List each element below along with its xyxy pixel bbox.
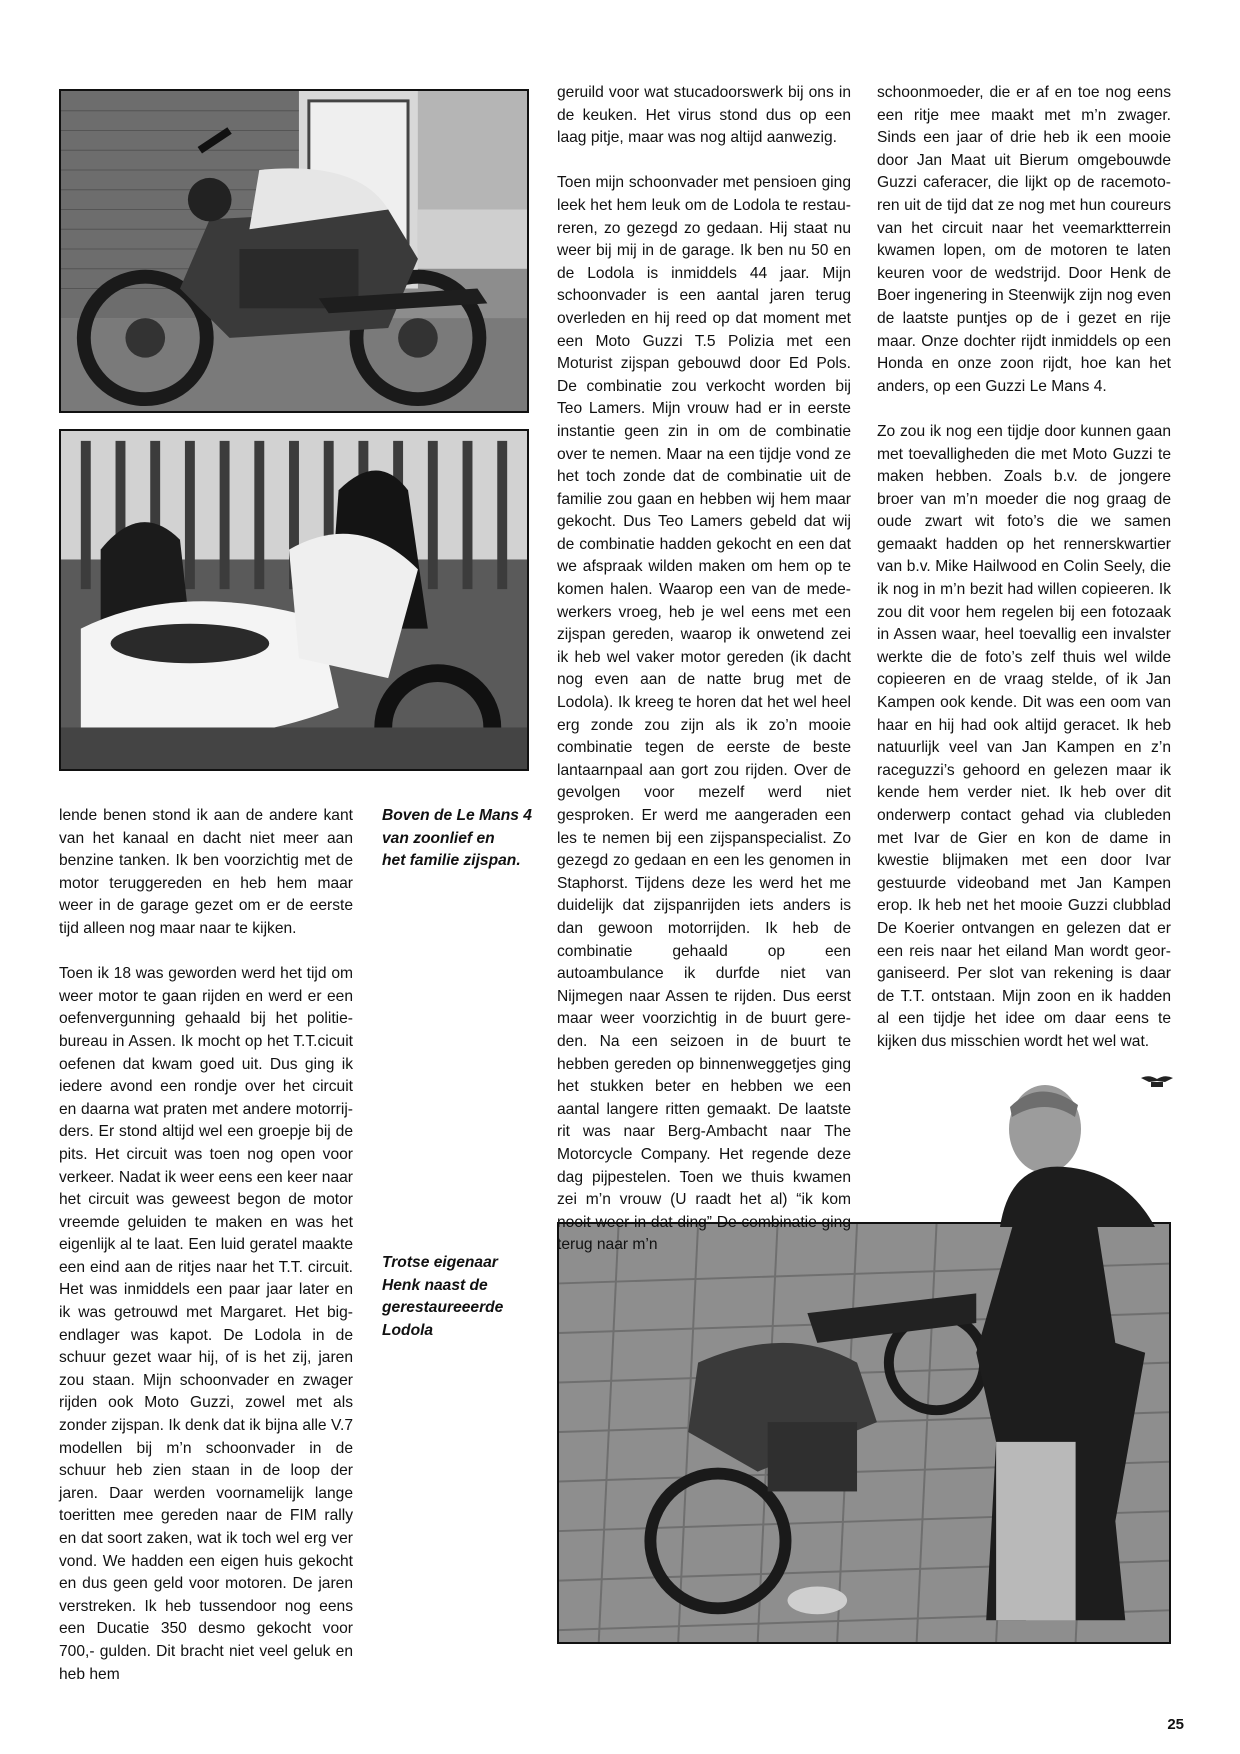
paragraph: Toen mijn schoonvader met pensioen ging leek het hem leuk om de Lodola te restaureren, zo gezegd zo gedaan. Hij staat nu weer bij mij in de garage. Ik ben nu 50 en de Lodola is inmiddels 44 jaar. Mijn schoonvader is een aantal jaren terug overleden en hij reed op dat moment met een Moto Guzzi T.5 Polizia met een Moturist zijspan gebouwd door Ed Pols. De combinatie zou verkocht worden bij Teo Lamers. Mijn vrouw had er in eerste instantie geen zin in om de combinatie over te nemen. Maar na een tijdje vond ze het toch zonde dat de combinatie uit de familie zou gaan en hebben wij hem maar gekocht. Dus Teo Lamers gebeld dat wij de combinatie hadden gekocht en een dat we afspraak wilden maken om hem op te komen halen. Waarop een van de medewerkers vroeg, heb je wel eens met een zijspan gereden, waarop ik onwetend zei ik heb wel vaker motor gereden (ik dacht nog even aan de natte brug met de Lodola). Ik kreeg te horen dat het wel heel erg zonde zou zijn als ik zo’n mooie combinatie tegen de eerste de beste lantaarnpaal aan gort zou rijden. Over de gevolgen voor mezelf werd niet gesproken. Er werd me aangeraden een les te nemen bij een zijspanspecialist. Zo gezegd zo gedaan en een les genomen in Staphorst. Tijdens deze les werd het me duidelijk dat zijspanrijden iets anders is dan gewoon motorrijden. Ik heb de combinatie gehaald op een autoambulance ik durfde niet van Nijmegen naar Assen te rijden. Dus eerst maar weer voorzichtig in de buurt gereden. Na een seizoen in de buurt te hebben gereden op binnenweggetjes ging het stukken beter en hebben we een aantal langere ritten gemaakt. De laatste rit was naar Berg-Ambacht naar The Motorcycle Company. Het regende deze dag pijpestelen. Toen we thuis kwamen zei m’n vrouw (U raadt het al) “ik kom nooit weer in dat ding” De combinatie ging terug naar m’n	[557, 174, 851, 1254]
paragraph: lende benen stond ik aan de andere kant van het kanaal en dacht niet meer aan benzine tanken. Ik ben voorzichtig met de motor teruggereden en heb hem maar weer in de garage gezet om er de eerste tijd alleen nog maar naar te kijken.	[59, 807, 353, 937]
photo-sidecar-combination	[59, 429, 529, 771]
caption-line: het familie zijspan.	[382, 852, 521, 870]
caption-top	[382, 805, 542, 873]
text-column-right	[877, 82, 1171, 1076]
caption-bottom	[382, 1252, 542, 1342]
paragraph: Toen ik 18 was geworden werd het tijd om weer motor te gaan rijden en werd er een oefenvergunning gehaald bij het politiebureau in Assen. Ik mocht op het T.T.cicuit oefenen dat kwam goed uit. Dus ging ik iedere avond een rondje over het circuit en daarna wat praten met andere motorrijders. Er stond altijd wel een groepje bij de pits. Het circuit was toen nog open voor verkeer. Nadat ik weer eens een keer naar het circuit was geweest begon de motor vreemde geluiden te maken en was het eigenlijk al te laat. Een luid geratel maakte een eind aan de ritjes naar het T.T. circuit. Het was inmiddels een paar jaar later en ik was getrouwd met Margaret. Het bigendlager was kapot. De Lodola in de schuur gezet waar hij, of is het zij, jaren zou staan. Mijn schoonvader en zwager rijden ook Moto Guzzi, zowel met als zonder zijspan. Ik denk dat ik bijna alle V.7 modellen bij m’n schoonvader in de schuur heb zien staan in de loop der jaren. Daar werden voornamelijk lange toeritten mee gereden naar de FIM rally en dat soort zaken, wat ik toch wel erg ver vond. We hadden een eigen huis gekocht en dus geen geld voor motoren. De jaren verstreken. Ik heb tussendoor nog eens een Ducatie 350 desmo gekocht voor 700,- gulden. Dit bracht niet veel geluk en heb hem	[59, 965, 353, 1683]
owner-head-cutout	[990, 1077, 1160, 1227]
eagle-logo-icon	[1140, 1073, 1174, 1094]
photo-le-mans-4	[59, 89, 529, 413]
photo-owner-lodola	[557, 1222, 1171, 1644]
caption-line: Trotse eigenaar	[382, 1254, 498, 1271]
paragraph: geruild voor wat stucadoorswerk bij ons in de keuken. Het virus stond dus op een laag pitje, maar was nog altijd aanwezig.	[557, 84, 851, 147]
paragraph: schoonmoeder, die er af en toe nog eens een ritje mee maakt met m’n zwager. Sinds een jaar of drie heb ik een mooie door Jan Maat uit Bierum omgebouwde Guzzi caferacer, die lijkt op de racemotoren uit de tijd dat ze nog met hun coureurs van het circuit naar het veemarktterrein kwamen lopen, om de motoren te laten keuren voor de wedstrijd. Door Henk de Boer ingenering in Steenwijk zijn nog even de laatste puntjes op de i gezet en rije maar. Onze dochter rijdt inmiddels op een Honda en onze zoon rijdt, hoe kan het anders, op een Guzzi Le Mans 4.	[877, 84, 1171, 395]
text-column-left	[59, 805, 353, 1709]
caption-line: gerestaureeerde	[382, 1299, 504, 1317]
paragraph: Zo zou ik nog een tijdje door kunnen gaan met toevalligheden die met Moto Guzzi te maken hebben. Zoals b.v. de jongere broer van m’n moeder die nog graag de oude zwart wit foto’s die we samen gemaakt hadden op het rennerskwartier van b.v. Mike Hailwood en Colin Seely, die ik nog in m’n bezit had willen copieeren. Ik zou dit voor hem regelen bij een fotozaak in Assen waar, heel toevallig een invalster werkte die de foto’s zelf thuis wel wilde copieeren en de vraag stelde, of ik Jan Kampen ook kende. Dit was een oom van haar en hij had ook altijd geracet. Ik heb natuurlijk veel van Jan Kampen en z’n raceguzzi’s gehoord en gelezen maar ik kende hem verder niet. Ik heb over dit onderwerp contact gehad via clubleden met Ivar de Gier en kon de dame in kwestie blijmaken met een door Ivar gestuurde videoband met Jan Kampen erop. Ik heb net het mooie Guzzi clubblad De Koerier ontvangen en gelezen dat er een reis naar het eiland Man wordt georganiseerd. Per slot van rekening is daar de T.T. ontstaan. Mijn zoon en ik hadden al een tijdje het idee om daar eens te kijken dus misschien wordt het wel wat.	[877, 422, 1171, 1050]
caption-line: Boven de Le Mans 4	[382, 807, 532, 824]
caption-line: Henk naast de	[382, 1276, 488, 1294]
caption-line: van zoonlief en	[382, 829, 495, 847]
page-number: 25	[1167, 1716, 1184, 1733]
caption-line: Lodola	[382, 1321, 434, 1339]
text-column-middle	[557, 82, 851, 1279]
